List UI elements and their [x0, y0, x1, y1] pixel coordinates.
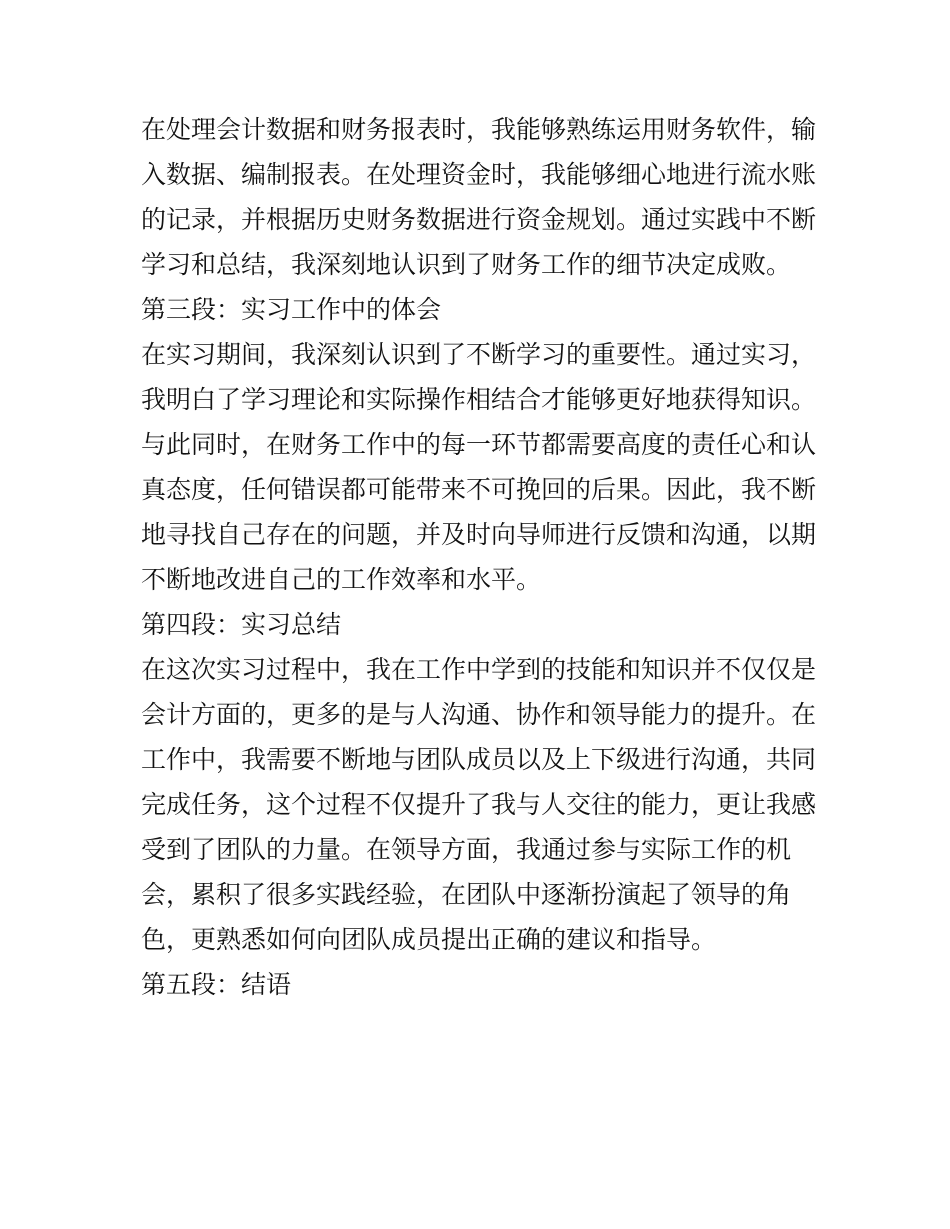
paragraph-line: 在处理会计数据和财务报表时，我能够熟练运用财务软件，输 [141, 115, 817, 144]
section-heading-4: 第四段：实习总结 [141, 610, 342, 639]
paragraph-line: 学习和总结，我深刻地认识到了财务工作的细节决定成败。 [141, 250, 792, 279]
paragraph-line: 我明白了学习理论和实际操作相结合才能够更好地获得知识。 [141, 385, 817, 414]
paragraph-line: 入数据、编制报表。在处理资金时，我能够细心地进行流水账 [141, 160, 817, 189]
paragraph-line: 完成任务，这个过程不仅提升了我与人交往的能力，更让我感 [141, 790, 817, 819]
paragraph-line: 会计方面的，更多的是与人沟通、协作和领导能力的提升。在 [141, 700, 817, 729]
paragraph-line: 不断地改进自己的工作效率和水平。 [141, 565, 542, 594]
paragraph-line: 在这次实习过程中，我在工作中学到的技能和知识并不仅仅是 [141, 655, 817, 684]
paragraph-line: 受到了团队的力量。在领导方面，我通过参与实际工作的机 [141, 835, 792, 864]
paragraph-line: 地寻找自己存在的问题，并及时向导师进行反馈和沟通，以期 [141, 520, 817, 549]
paragraph-line: 真态度，任何错误都可能带来不可挽回的后果。因此，我不断 [141, 475, 817, 504]
section-heading-3: 第三段：实习工作中的体会 [141, 295, 442, 324]
paragraph-line: 的记录，并根据历史财务数据进行资金规划。通过实践中不断 [141, 205, 817, 234]
section-heading-5: 第五段：结语 [141, 970, 292, 999]
paragraph-line: 会，累积了很多实践经验，在团队中逐渐扮演起了领导的角 [141, 880, 792, 909]
paragraph-line: 在实习期间，我深刻认识到了不断学习的重要性。通过实习， [141, 340, 817, 369]
paragraph-line: 与此同时，在财务工作中的每一环节都需要高度的责任心和认 [141, 430, 817, 459]
paragraph-line: 工作中，我需要不断地与团队成员以及上下级进行沟通，共同 [141, 745, 817, 774]
paragraph-line: 色，更熟悉如何向团队成员提出正确的建议和指导。 [141, 925, 717, 954]
document-body [141, 107, 816, 1007]
